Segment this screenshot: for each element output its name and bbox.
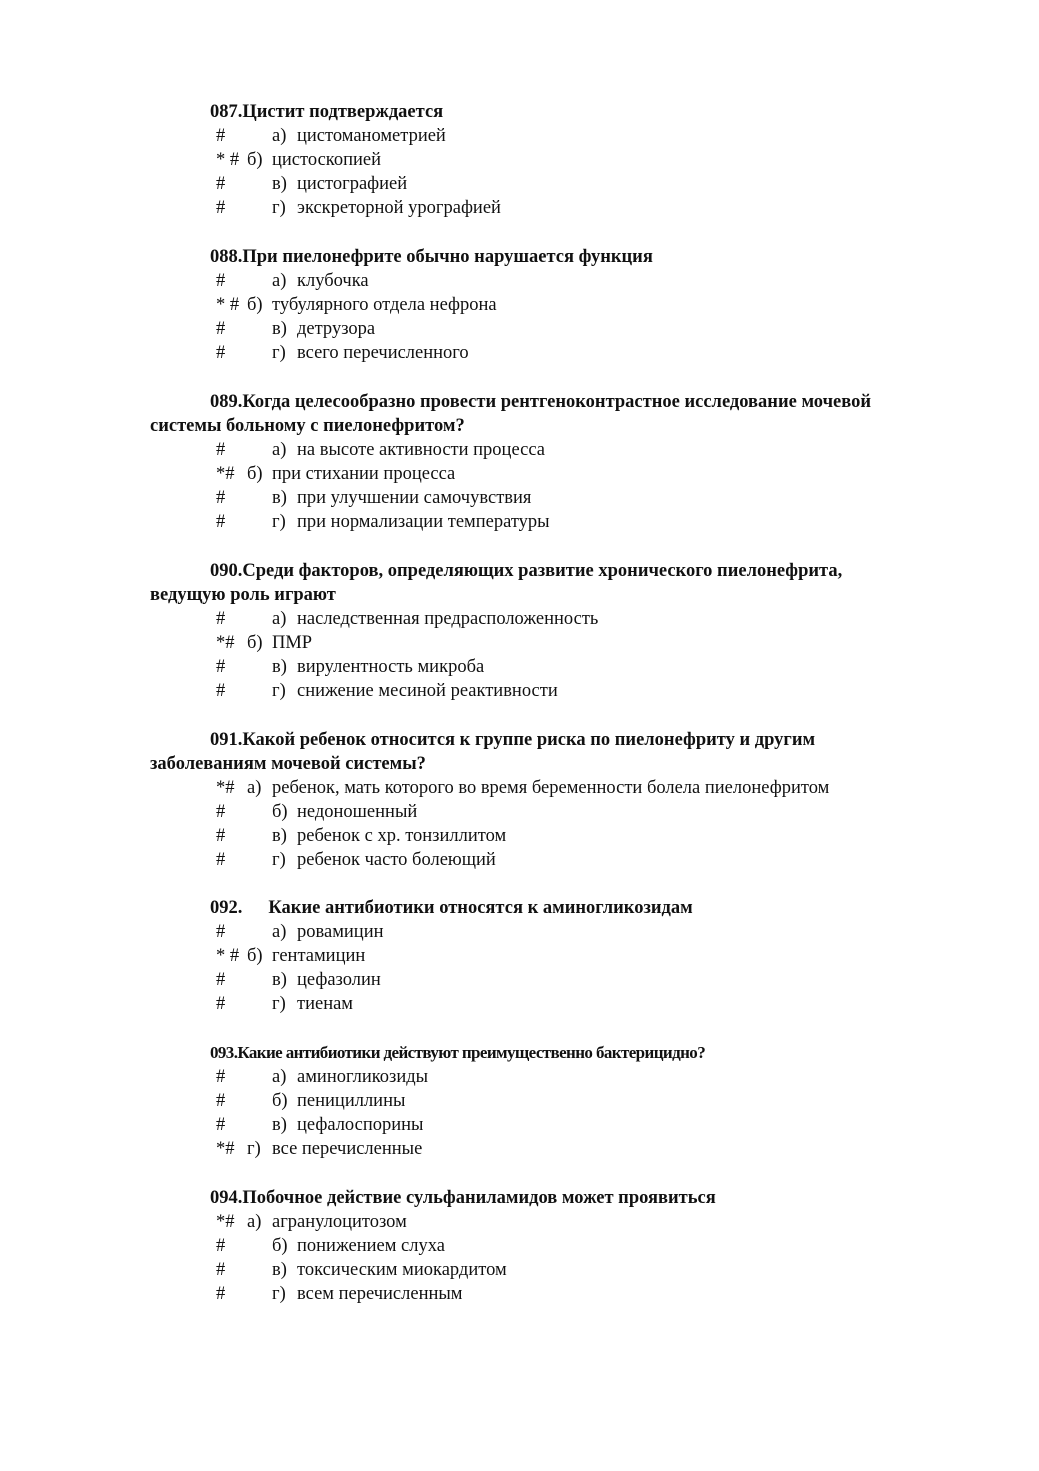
option-text: всего перечисленного [297, 343, 469, 363]
option-letter: б) [272, 1236, 288, 1256]
question-text: Какие антибиотики относятся к аминогликозидам [268, 898, 693, 918]
option-letter: в) [272, 970, 287, 990]
question-number: 090. [210, 561, 243, 581]
option-letter: б) [272, 1091, 288, 1111]
question-title [150, 1186, 990, 1210]
option-mark: # [216, 850, 226, 870]
option-letter: в) [272, 488, 287, 508]
question-title [150, 100, 990, 124]
option-c [0, 486, 990, 510]
question-087 [150, 100, 990, 220]
question-text-line2: ведущую роль играют [150, 585, 336, 605]
option-c [0, 1113, 990, 1137]
question-093 [150, 1041, 990, 1161]
option-letter: г) [272, 198, 286, 218]
option-b-correct [0, 944, 990, 968]
option-mark: *# [216, 1139, 235, 1159]
question-title [150, 896, 990, 920]
question-number: 092. [210, 898, 243, 918]
option-text: ребенок часто болеющий [297, 850, 496, 870]
question-text-line1: Какой ребенок относится к группе риска по пиелонефриту и другим [242, 730, 816, 750]
question-091 [150, 728, 990, 872]
option-mark: # [216, 657, 226, 677]
option-d [0, 1282, 990, 1306]
question-number: 087. [210, 102, 243, 122]
option-text: детрузора [297, 319, 376, 339]
option-mark: # [216, 970, 226, 990]
option-a [0, 920, 990, 944]
question-089 [150, 390, 990, 534]
question-number: 091. [210, 730, 243, 750]
option-mark: # [216, 1091, 226, 1111]
option-text: цистографией [297, 174, 408, 194]
option-text: на высоте активности процесса [297, 440, 545, 460]
option-letter: в) [272, 174, 287, 194]
option-mark: # [216, 681, 226, 701]
option-letter: г) [272, 681, 286, 701]
option-letter: б) [272, 802, 288, 822]
option-text: все перечисленные [272, 1139, 423, 1159]
option-mark: # [216, 1236, 226, 1256]
option-b [0, 1089, 990, 1113]
option-mark: # [216, 198, 226, 218]
question-088 [150, 245, 990, 365]
option-mark: * # [216, 946, 240, 966]
question-text: При пиелонефрите обычно нарушается функция [242, 247, 653, 267]
option-b [0, 1234, 990, 1258]
option-b-correct [0, 462, 990, 486]
option-text: всем перечисленным [297, 1284, 463, 1304]
option-text: при стихании процесса [272, 464, 456, 484]
question-090 [150, 559, 990, 703]
option-a [0, 124, 990, 148]
question-text: Какие антибиотики действуют преимущественно бактерицидно? [237, 1043, 706, 1062]
option-mark: # [216, 440, 226, 460]
question-title [150, 245, 990, 269]
question-text: Цистит подтверждается [242, 102, 444, 122]
option-letter: а) [272, 922, 287, 942]
question-text-line2: заболеваниям мочевой системы? [150, 754, 426, 774]
option-letter: а) [272, 126, 287, 146]
option-mark: # [216, 343, 226, 363]
option-a [0, 1065, 990, 1089]
option-text: ребенок, мать которого во время беременности болела пиелонефритом [272, 778, 830, 798]
option-mark: # [216, 1067, 226, 1087]
option-letter: г) [272, 994, 286, 1014]
option-letter: а) [247, 1212, 262, 1232]
option-a [0, 269, 990, 293]
option-letter: б) [247, 295, 263, 315]
option-text: ребенок с хр. тонзиллитом [297, 826, 507, 846]
option-text: цефазолин [297, 970, 381, 990]
question-text: Побочное действие сульфаниламидов может проявиться [242, 1188, 716, 1208]
option-mark: # [216, 1115, 226, 1135]
option-text: наследственная предрасположенность [297, 609, 599, 629]
option-mark: # [216, 1260, 226, 1280]
option-d [0, 341, 990, 365]
option-letter: г) [272, 512, 286, 532]
option-d-correct [0, 1137, 990, 1161]
option-b [0, 800, 990, 824]
option-text: токсическим миокардитом [297, 1260, 507, 1280]
option-letter: г) [272, 343, 286, 363]
question-number: 093. [210, 1043, 238, 1062]
option-letter: г) [247, 1139, 261, 1159]
option-mark: # [216, 271, 226, 291]
question-number: 094. [210, 1188, 243, 1208]
option-mark: # [216, 922, 226, 942]
option-mark: *# [216, 1212, 235, 1232]
option-mark: # [216, 174, 226, 194]
question-text-line2: системы больному с пиелонефритом? [150, 416, 465, 436]
option-d [0, 196, 990, 220]
option-text: снижение месиной реактивности [297, 681, 558, 701]
option-letter: а) [272, 440, 287, 460]
option-letter: б) [247, 633, 263, 653]
question-text-line1: Когда целесообразно провести рентгеноконтрастное исследование мочевой [242, 392, 871, 412]
option-text: вирулентность микроба [297, 657, 485, 677]
option-mark: * # [216, 295, 240, 315]
option-mark: # [216, 488, 226, 508]
option-letter: а) [272, 1067, 287, 1087]
option-b-correct [0, 148, 990, 172]
option-letter: в) [272, 826, 287, 846]
option-a-correct [0, 1210, 990, 1234]
question-094 [150, 1186, 990, 1306]
option-mark: *# [216, 633, 235, 653]
option-text: гентамицин [272, 946, 366, 966]
option-text: цистоманометрией [297, 126, 446, 146]
option-letter: г) [272, 850, 286, 870]
option-letter: в) [272, 1115, 287, 1135]
option-d [0, 679, 990, 703]
option-letter: б) [247, 464, 263, 484]
option-c [0, 824, 990, 848]
question-number: 089. [210, 392, 243, 412]
option-text: тубулярного отдела нефрона [272, 295, 497, 315]
option-mark: # [216, 512, 226, 532]
option-mark: # [216, 1284, 226, 1304]
option-text: аминогликозиды [297, 1067, 429, 1087]
option-text: ровамицин [297, 922, 384, 942]
option-text: недоношенный [297, 802, 418, 822]
option-c [0, 968, 990, 992]
option-mark: *# [216, 778, 235, 798]
option-text: пенициллины [297, 1091, 406, 1111]
option-text: понижением слуха [297, 1236, 445, 1256]
option-letter: в) [272, 319, 287, 339]
option-mark: # [216, 126, 226, 146]
option-text: тиенам [297, 994, 354, 1014]
option-c [0, 655, 990, 679]
question-title [150, 1041, 990, 1065]
option-letter: в) [272, 657, 287, 677]
option-mark: *# [216, 464, 235, 484]
option-text: клубочка [297, 271, 369, 291]
question-title-line1 [150, 390, 990, 414]
option-letter: а) [247, 778, 262, 798]
option-text: при нормализации температуры [297, 512, 550, 532]
question-title-line1 [150, 728, 990, 752]
option-text: при улучшении самочувствия [297, 488, 532, 508]
option-mark: # [216, 609, 226, 629]
option-b-correct [0, 293, 990, 317]
option-text: цистоскопией [272, 150, 381, 170]
option-text: агранулоцитозом [272, 1212, 407, 1232]
option-d [0, 848, 990, 872]
option-mark: * # [216, 150, 240, 170]
option-letter: в) [272, 1260, 287, 1280]
option-a [0, 438, 990, 462]
option-c [0, 172, 990, 196]
question-text-line1: Среди факторов, определяющих развитие хронического пиелонефрита, [242, 561, 843, 581]
option-text: ПМР [272, 633, 313, 653]
option-mark: # [216, 826, 226, 846]
option-mark: # [216, 802, 226, 822]
option-b-correct [0, 631, 990, 655]
question-092 [150, 896, 990, 1016]
question-title-line1 [150, 559, 990, 583]
option-c [0, 317, 990, 341]
option-d [0, 992, 990, 1016]
option-a [0, 607, 990, 631]
option-c [0, 1258, 990, 1282]
option-text: экскреторной урографией [297, 198, 501, 218]
option-a-correct [0, 776, 990, 800]
option-letter: б) [247, 946, 263, 966]
option-letter: а) [272, 609, 287, 629]
option-mark: # [216, 319, 226, 339]
option-letter: а) [272, 271, 287, 291]
option-mark: # [216, 994, 226, 1014]
question-number: 088. [210, 247, 243, 267]
option-text: цефалоспорины [297, 1115, 424, 1135]
option-d [0, 510, 990, 534]
option-letter: б) [247, 150, 263, 170]
option-letter: г) [272, 1284, 286, 1304]
